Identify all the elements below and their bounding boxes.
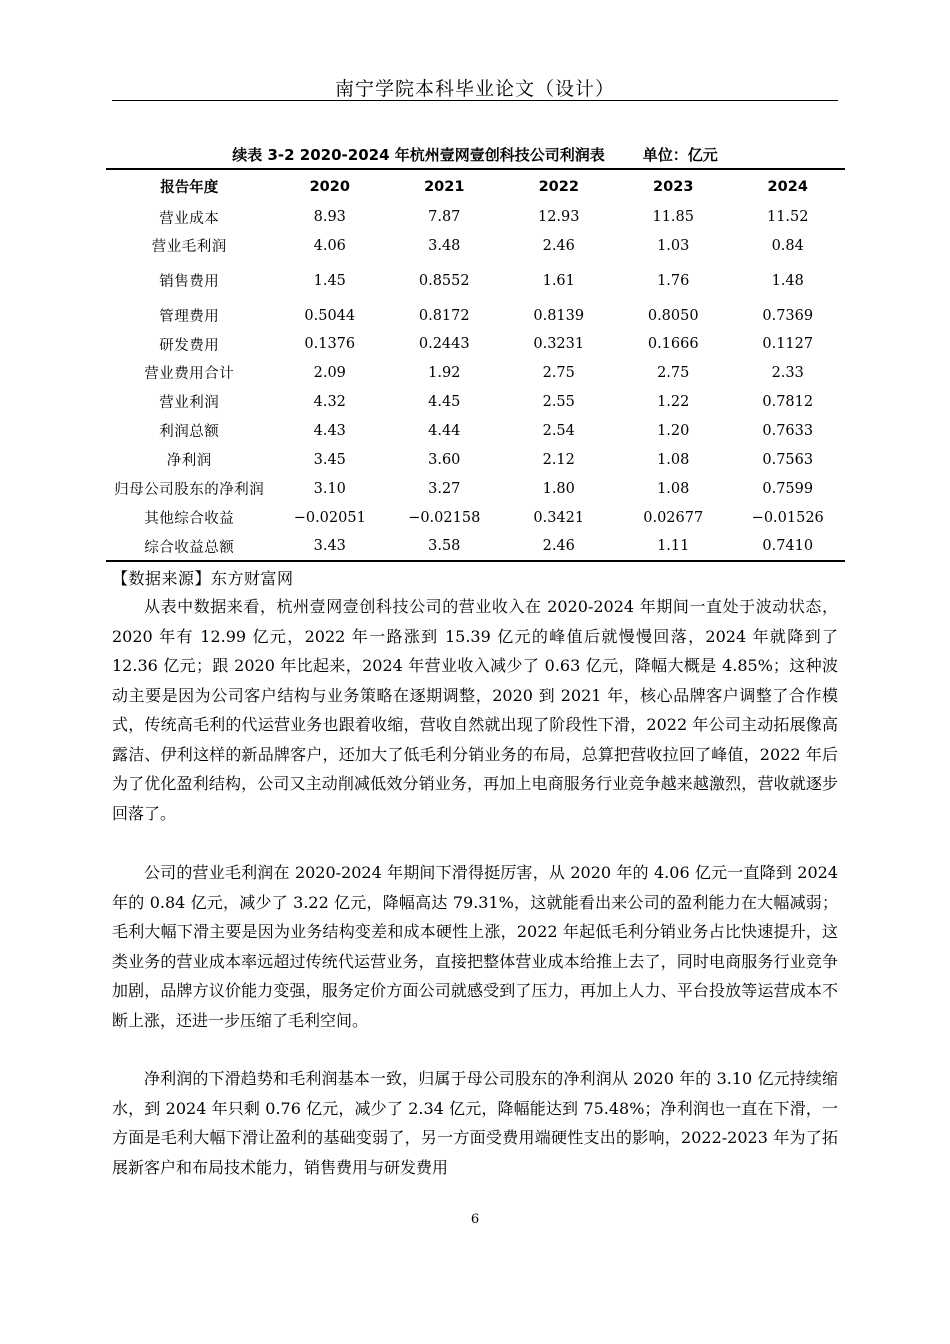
table-row xyxy=(106,445,845,474)
table-cell: 3.45 xyxy=(313,451,346,468)
table-cell: 0.7812 xyxy=(762,393,814,410)
table-cell: 1.92 xyxy=(428,364,461,381)
table-row xyxy=(106,358,845,387)
row-label: 营业成本 xyxy=(159,210,220,227)
table-row xyxy=(106,260,845,301)
table-cell: 8.93 xyxy=(313,209,346,225)
column-header: 2024 xyxy=(730,169,845,203)
table-cell: 2.75 xyxy=(542,364,575,381)
row-label: 综合收益总额 xyxy=(106,532,273,561)
table-cell: −0.02158 xyxy=(408,509,481,526)
column-header: 报告年度 xyxy=(106,169,273,203)
table-cell: 3.48 xyxy=(428,237,461,254)
table-cell: 2.46 xyxy=(542,237,575,254)
table-cell: −0.02051 xyxy=(293,509,366,526)
table-cell: 2.46 xyxy=(502,532,616,561)
table-cell: 3.10 xyxy=(313,480,346,497)
row-label: 净利润 xyxy=(166,453,212,469)
table-cell: 1.08 xyxy=(657,451,690,468)
table-cell: 2.12 xyxy=(542,451,575,468)
table-cell: 4.32 xyxy=(313,393,346,410)
table-cell: 1.03 xyxy=(657,237,690,254)
body-paragraph: 从表中数据来看，杭州壹网壹创科技公司的营业收入在 2020-2024 年期间一直处于波动状态，2020 年有 12.99 亿元，2022 年一路涨到 15.39 亿元的峰值后就慢慢回落，2024 年就降到了 12.36 亿元；跟 2020 年比起来，2024 年营业收入减少了 0.63 亿元，降幅大概是 4.85%；这种波动主要是因为公司客户结构与业务策略在逐期调整，2020 到 2021 年，核心品牌客户调整了合作模式，传统高毛利的代运营业务也跟着收缩，营收自然就出现了阶段性下滑，2022 年公司主动拓展像高露洁、伊利这样的新品牌客户，还加大了低毛利分销业务的布局，总算把营收拉回了峰值，2022 年后为了优化盈利结构，公司又主动削减低效分销业务，再加上电商服务行业竞争越来越激烈，营收就逐步回落了。 xyxy=(112,597,838,823)
row-label: 营业利润 xyxy=(159,395,220,411)
row-label: 营业毛利润 xyxy=(151,239,227,255)
table-cell: 4.45 xyxy=(428,393,461,410)
column-header: 2021 xyxy=(387,169,501,203)
table-cell: 4.06 xyxy=(313,237,346,254)
table-cell: 0.5044 xyxy=(304,307,356,324)
table-cell: 0.7563 xyxy=(762,451,814,468)
row-label: 营业费用合计 xyxy=(144,366,235,382)
table-cell: 0.3231 xyxy=(533,336,585,352)
table-cell: 2.75 xyxy=(657,364,690,381)
table-cell: 4.44 xyxy=(428,422,461,439)
table-cell: 1.08 xyxy=(657,480,690,497)
table-cell: 0.7599 xyxy=(762,480,814,497)
row-label: 管理费用 xyxy=(159,309,220,325)
row-label: 销售费用 xyxy=(159,274,220,290)
table-row xyxy=(106,203,845,231)
table-cell: 0.84 xyxy=(771,237,804,254)
table-cell: 0.1376 xyxy=(304,336,356,352)
table-cell: 0.8552 xyxy=(418,272,470,289)
header-rule xyxy=(112,100,838,101)
table-row xyxy=(106,474,845,503)
table-cell: 2.33 xyxy=(771,364,804,381)
row-label: 利润总额 xyxy=(159,424,220,440)
table-cell: 1.61 xyxy=(542,272,575,289)
table-cell: 1.45 xyxy=(313,272,346,289)
row-label: 其他综合收益 xyxy=(144,511,235,527)
table-header-row xyxy=(106,169,845,203)
table-cell: 0.02677 xyxy=(643,509,704,526)
table-cell: −0.01526 xyxy=(751,509,824,526)
table-row xyxy=(106,387,845,416)
table-cell: 0.8172 xyxy=(418,307,470,324)
table-cell: 7.87 xyxy=(428,209,461,225)
table-cell: 3.58 xyxy=(387,532,501,561)
data-source-note: 【数据来源】东方财富网 xyxy=(112,569,294,588)
table-cell: 1.48 xyxy=(771,272,804,289)
table-cell: 0.2443 xyxy=(418,336,470,352)
body-paragraph: 公司的营业毛利润在 2020-2024 年期间下滑得挺厉害，从 2020 年的 4.06 亿元一直降到 2024 年的 0.84 亿元，减少了 3.22 亿元，降幅高达 79.31%，这就能看出来公司的盈利能力在大幅减弱；毛利大幅下滑主要是因为业务结构变差和成本硬性上涨，2022 年起低毛利分销业务占比快速提升，这类业务的营业成本率远超过传统代运营业务，直接把整体营业成本给推上去了，同时电商服务行业竞争加剧，品牌方议价能力变强，服务定价方面公司就感受到了压力，再加上人力、平台投放等运营成本不断上涨，还进一步压缩了毛利空间。 xyxy=(112,863,838,1030)
table-cell: 1.80 xyxy=(542,480,575,497)
table-row xyxy=(106,231,845,260)
table-cell: 3.43 xyxy=(273,532,387,561)
page-number: 6 xyxy=(470,1212,480,1227)
body-paragraph: 净利润的下滑趋势和毛利润基本一致，归属于母公司股东的净利润从 2020 年的 3.10 亿元持续缩水，到 2024 年只剩 0.76 亿元，减少了 2.34 亿元，降幅能达到 75.48%；净利润也一直在下滑，一方面是毛利大幅下滑让盈利的基础变弱了，另一方面受费用端硬性支出的影响，2022-2023 年为了拓展新客户和布局技术能力，销售费用与研发费用 xyxy=(112,1069,838,1177)
table-cell: 2.54 xyxy=(542,422,575,439)
table-cell: 1.76 xyxy=(657,272,690,289)
table-cell: 1.20 xyxy=(657,422,690,439)
table-cell: 0.7633 xyxy=(762,422,814,439)
table-row xyxy=(106,301,845,330)
table-cell: 11.52 xyxy=(766,209,809,225)
table-row xyxy=(106,503,845,532)
table-cell: 0.7410 xyxy=(730,532,845,561)
table-cell: 0.8050 xyxy=(647,307,699,324)
table-cell: 0.7369 xyxy=(762,307,814,324)
table-cell: 0.3421 xyxy=(533,509,585,526)
table-cell: 0.1127 xyxy=(762,336,814,352)
column-header: 2022 xyxy=(502,169,616,203)
row-label: 研发费用 xyxy=(159,337,220,354)
table-cell: 4.43 xyxy=(313,422,346,439)
profit-table xyxy=(106,168,845,562)
table-cell: 12.93 xyxy=(537,209,580,225)
column-header: 2023 xyxy=(616,169,730,203)
table-cell: 2.55 xyxy=(542,393,575,410)
table-row xyxy=(106,416,845,445)
column-header: 2020 xyxy=(273,169,387,203)
table-cell: 0.8139 xyxy=(533,307,585,324)
row-label: 归母公司股东的净利润 xyxy=(114,482,265,498)
table-cell: 1.22 xyxy=(657,393,690,410)
table-row xyxy=(106,532,845,561)
running-header-title: 南宁学院本科毕业论文（设计） xyxy=(334,78,615,100)
table-cell: 0.1666 xyxy=(647,336,699,352)
table-caption xyxy=(0,144,950,165)
table-caption-unit: 单位：亿元 xyxy=(642,146,718,164)
table-cell: 3.60 xyxy=(428,451,461,468)
table-cell: 3.27 xyxy=(428,480,461,497)
table-cell: 11.85 xyxy=(652,209,694,225)
table-caption-title: 续表 3-2 2020-2024 年杭州壹网壹创科技公司利润表 xyxy=(232,146,605,164)
table-row xyxy=(106,330,845,358)
table-cell: 2.09 xyxy=(313,364,346,381)
table-cell: 1.11 xyxy=(616,532,730,561)
